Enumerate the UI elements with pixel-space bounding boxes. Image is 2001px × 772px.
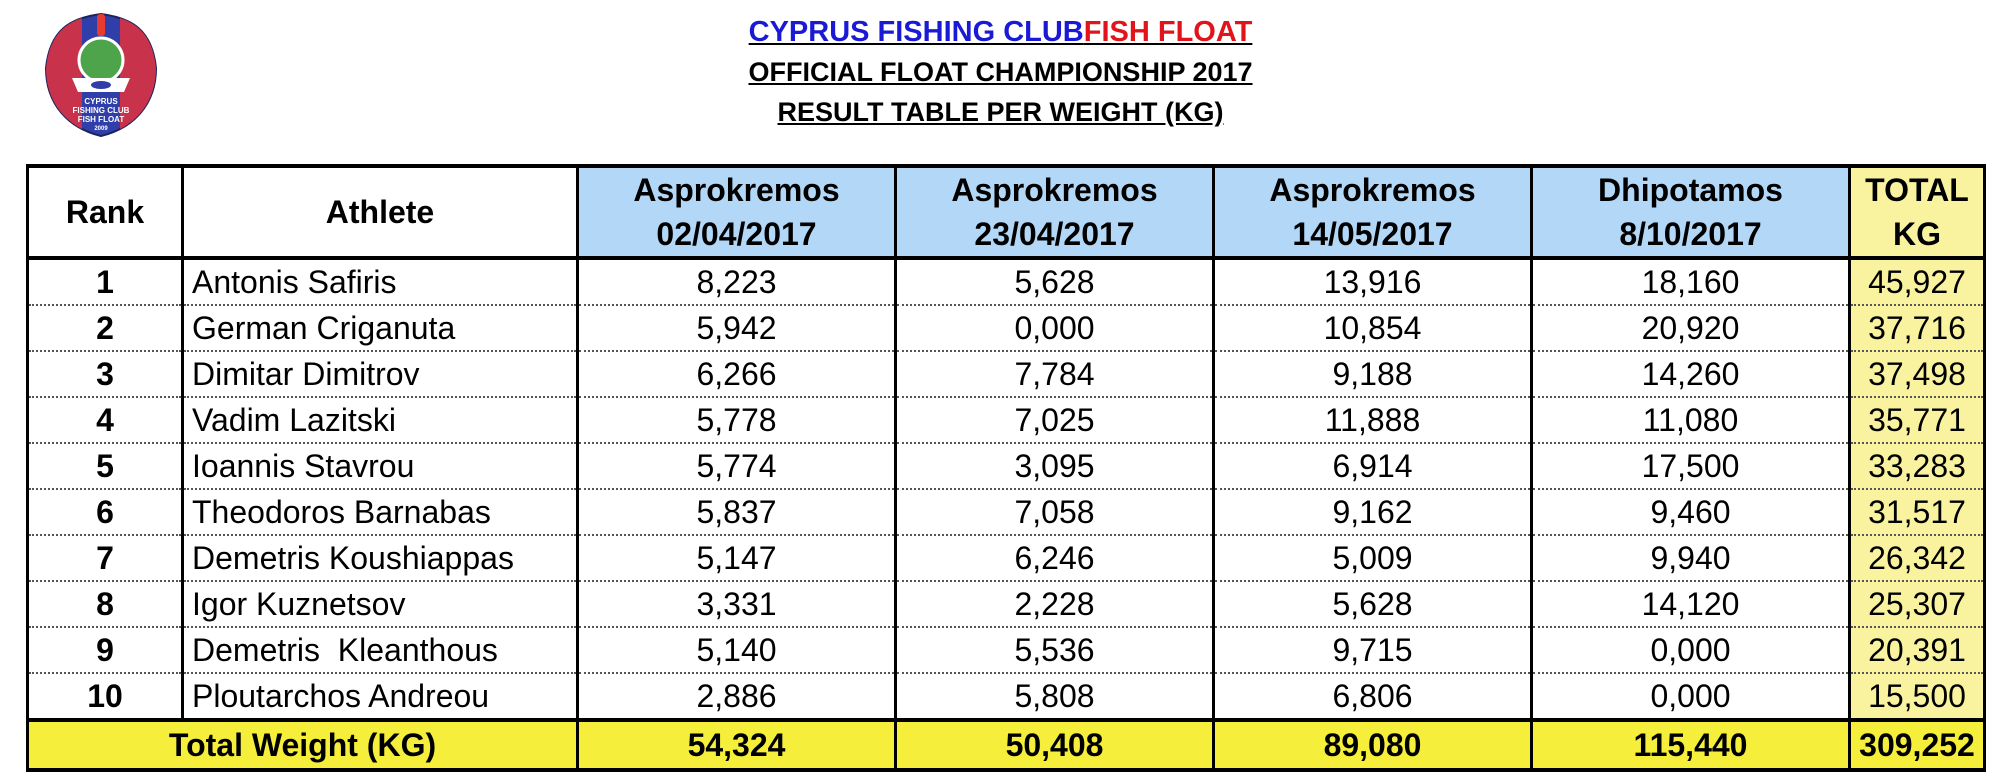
venue-1-cell: 2,886 (578, 673, 896, 720)
col-total (1850, 166, 1985, 258)
total-weight-row (28, 720, 1985, 770)
table-row (28, 258, 1985, 305)
venue-1-date: 02/04/2017 (656, 216, 817, 252)
total-cell: 33,283 (1850, 443, 1985, 489)
athlete-cell: Demetris Koushiappas (183, 535, 578, 581)
total-label-1: TOTAL (1865, 172, 1969, 208)
grand-total: 309,252 (1850, 720, 1985, 770)
rank-cell: 7 (28, 535, 183, 581)
club-name: CYPRUS FISHING CLUB (748, 16, 1084, 48)
venue-1-cell: 5,778 (578, 397, 896, 443)
table-row (28, 673, 1985, 720)
venue-3-name: Asprokremos (1269, 172, 1476, 208)
total-cell: 37,716 (1850, 305, 1985, 351)
results-table (26, 164, 1986, 772)
athlete-cell: Vadim Lazitski (183, 397, 578, 443)
venue-2-cell: 5,808 (896, 673, 1214, 720)
table-row (28, 489, 1985, 535)
venue-1-cell: 3,331 (578, 581, 896, 627)
total-venue-1: 54,324 (578, 720, 896, 770)
venue-4-cell: 0,000 (1532, 627, 1850, 673)
athlete-cell: Dimitar Dimitrov (183, 351, 578, 397)
venue-3-cell: 6,914 (1214, 443, 1532, 489)
athlete-cell: Demetris Kleanthous (183, 627, 578, 673)
venue-2-cell: 3,095 (896, 443, 1214, 489)
rank-cell: 3 (28, 351, 183, 397)
total-venue-3: 89,080 (1214, 720, 1532, 770)
rank-cell: 8 (28, 581, 183, 627)
table-row (28, 397, 1985, 443)
total-cell: 20,391 (1850, 627, 1985, 673)
venue-2-date: 23/04/2017 (974, 216, 1135, 252)
athlete-cell: Igor Kuznetsov (183, 581, 578, 627)
total-cell: 37,498 (1850, 351, 1985, 397)
club-title (0, 12, 2001, 52)
venue-2-cell: 7,784 (896, 351, 1214, 397)
venue-2-cell: 7,058 (896, 489, 1214, 535)
col-rank: Rank (28, 166, 183, 258)
venue-4-cell: 14,120 (1532, 581, 1850, 627)
athlete-cell: German Criganuta (183, 305, 578, 351)
venue-4-cell: 17,500 (1532, 443, 1850, 489)
col-venue-4 (1532, 166, 1850, 258)
athlete-cell: Antonis Safiris (183, 258, 578, 305)
venue-2-cell: 6,246 (896, 535, 1214, 581)
venue-1-cell: 5,942 (578, 305, 896, 351)
venue-2-name: Asprokremos (951, 172, 1158, 208)
venue-4-cell: 11,080 (1532, 397, 1850, 443)
logo-text-3: FISH FLOAT (77, 115, 125, 124)
venue-2-cell: 2,228 (896, 581, 1214, 627)
venue-4-cell: 18,160 (1532, 258, 1850, 305)
venue-3-cell: 9,162 (1214, 489, 1532, 535)
rank-cell: 6 (28, 489, 183, 535)
col-athlete: Athlete (183, 166, 578, 258)
venue-4-cell: 9,460 (1532, 489, 1850, 535)
venue-3-date: 14/05/2017 (1292, 216, 1453, 252)
total-venue-2: 50,408 (896, 720, 1214, 770)
total-label-2: KG (1893, 216, 1941, 252)
venue-3-cell: 13,916 (1214, 258, 1532, 305)
rank-cell: 5 (28, 443, 183, 489)
total-cell: 26,342 (1850, 535, 1985, 581)
document-header (0, 12, 2001, 132)
col-venue-3 (1214, 166, 1532, 258)
venue-1-cell: 5,774 (578, 443, 896, 489)
table-subtitle: RESULT TABLE PER WEIGHT (KG) (777, 97, 1224, 127)
table-row (28, 305, 1985, 351)
table-row (28, 581, 1985, 627)
table-row (28, 351, 1985, 397)
venue-3-cell: 6,806 (1214, 673, 1532, 720)
total-cell: 25,307 (1850, 581, 1985, 627)
table-row (28, 627, 1985, 673)
logo-text-1: CYPRUS (84, 97, 118, 106)
club-float-name: FISH FLOAT (1083, 16, 1253, 48)
venue-2-cell: 5,536 (896, 627, 1214, 673)
venue-2-cell: 7,025 (896, 397, 1214, 443)
col-venue-1 (578, 166, 896, 258)
venue-4-cell: 9,940 (1532, 535, 1850, 581)
venue-3-cell: 10,854 (1214, 305, 1532, 351)
rank-cell: 9 (28, 627, 183, 673)
rank-cell: 2 (28, 305, 183, 351)
venue-2-cell: 0,000 (896, 305, 1214, 351)
total-cell: 31,517 (1850, 489, 1985, 535)
venue-4-date: 8/10/2017 (1619, 216, 1762, 252)
venue-3-cell: 9,188 (1214, 351, 1532, 397)
venue-1-cell: 6,266 (578, 351, 896, 397)
total-venue-4: 115,440 (1532, 720, 1850, 770)
championship-title: OFFICIAL FLOAT CHAMPIONSHIP 2017 (748, 57, 1253, 87)
table-row (28, 535, 1985, 581)
total-cell: 15,500 (1850, 673, 1985, 720)
table-row (28, 443, 1985, 489)
rank-cell: 4 (28, 397, 183, 443)
venue-3-cell: 9,715 (1214, 627, 1532, 673)
header-row (28, 166, 1985, 258)
venue-1-cell: 5,837 (578, 489, 896, 535)
athlete-cell: Theodoros Barnabas (183, 489, 578, 535)
venue-4-cell: 0,000 (1532, 673, 1850, 720)
venue-3-cell: 11,888 (1214, 397, 1532, 443)
venue-4-cell: 20,920 (1532, 305, 1850, 351)
total-cell: 35,771 (1850, 397, 1985, 443)
venue-1-cell: 5,140 (578, 627, 896, 673)
col-venue-2 (896, 166, 1214, 258)
rank-cell: 1 (28, 258, 183, 305)
athlete-cell: Ioannis Stavrou (183, 443, 578, 489)
venue-1-cell: 5,147 (578, 535, 896, 581)
venue-4-cell: 14,260 (1532, 351, 1850, 397)
venue-3-cell: 5,628 (1214, 581, 1532, 627)
venue-2-cell: 5,628 (896, 258, 1214, 305)
venue-4-name: Dhipotamos (1598, 172, 1783, 208)
venue-1-name: Asprokremos (633, 172, 840, 208)
logo-text-2: FISHING CLUB (72, 106, 130, 115)
athlete-cell: Ploutarchos Andreou (183, 673, 578, 720)
logo-text-4: 2009 (94, 126, 108, 132)
venue-3-cell: 5,009 (1214, 535, 1532, 581)
rank-cell: 10 (28, 673, 183, 720)
total-cell: 45,927 (1850, 258, 1985, 305)
venue-1-cell: 8,223 (578, 258, 896, 305)
total-weight-label: Total Weight (KG) (28, 720, 578, 770)
